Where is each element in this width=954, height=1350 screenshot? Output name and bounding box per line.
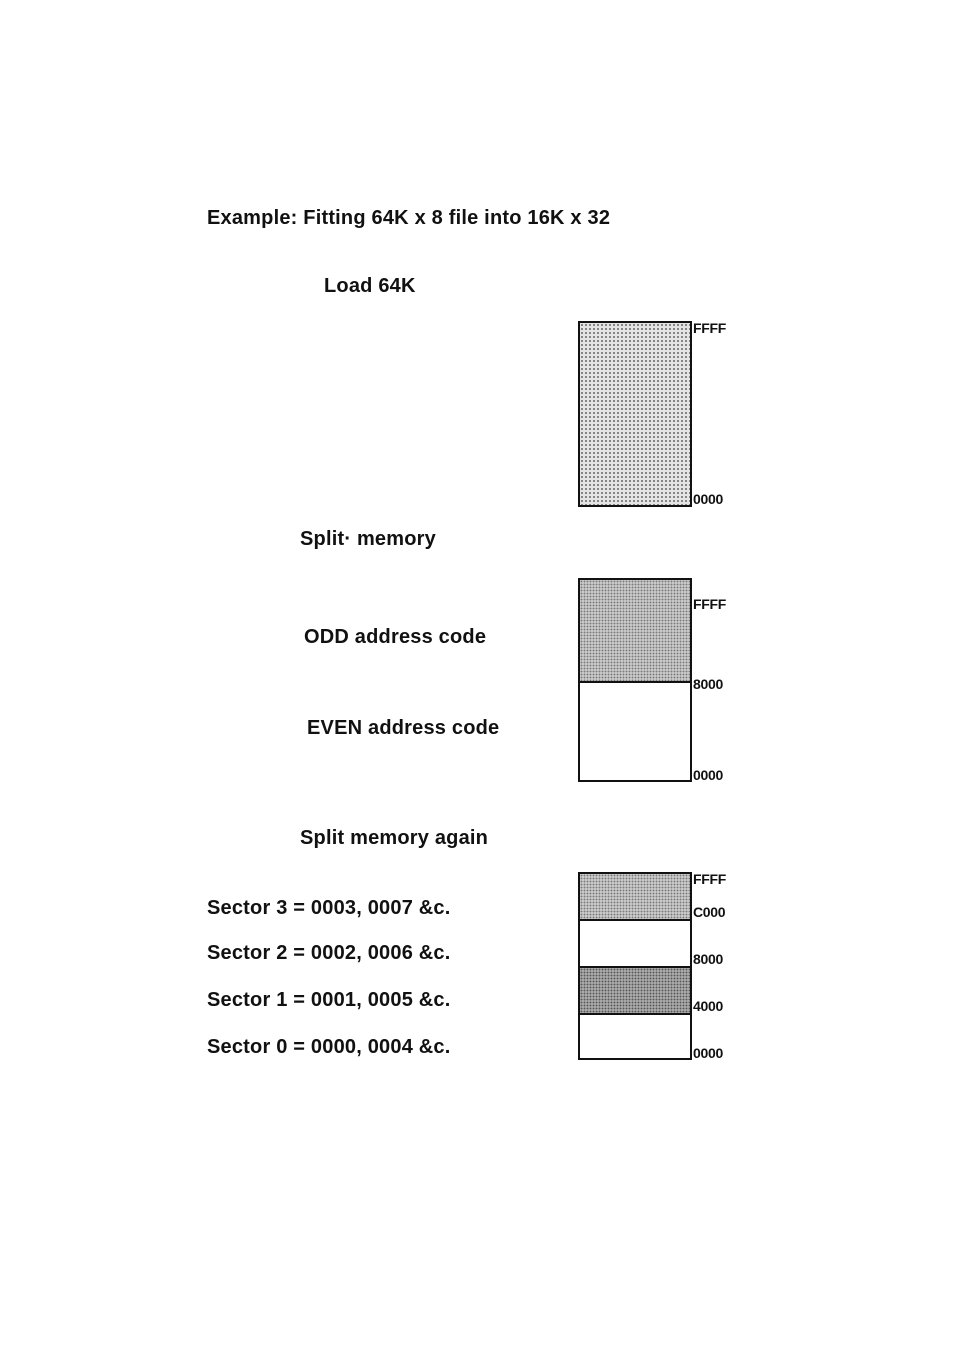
diagram-title: Example: Fitting 64K x 8 file into 16K x 32 [207, 207, 611, 229]
split-again-heading: Split memory again [300, 827, 489, 849]
address-label-0000: 0000 [693, 1045, 723, 1061]
even-address-segment [580, 683, 690, 780]
sector-1-label: Sector 1 = 0001, 0005 &c. [207, 989, 451, 1011]
load-heading: Load 64K [324, 275, 416, 297]
address-label-ffff: FFFF [693, 320, 727, 336]
address-label-ffff: FFFF [693, 596, 727, 612]
address-label-8000: 8000 [693, 951, 723, 967]
address-label-c000: C000 [693, 904, 726, 920]
sector-3-segment [580, 874, 690, 919]
sector-2-segment [580, 921, 690, 966]
address-label-0000: 0000 [693, 767, 723, 783]
sector-2-label: Sector 2 = 0002, 0006 &c. [207, 942, 451, 964]
address-label-4000: 4000 [693, 998, 723, 1014]
sector-1-segment [580, 968, 690, 1013]
split-heading: Split· memory [300, 528, 436, 550]
memory-block-sectors [578, 872, 692, 1060]
address-label-ffff: FFFF [693, 871, 727, 887]
memory-block-split [578, 578, 692, 782]
even-address-label: EVEN address code [307, 717, 500, 739]
address-label-0000: 0000 [693, 491, 723, 507]
sector-0-segment [580, 1015, 690, 1058]
odd-address-segment [580, 580, 690, 681]
sector-3-label: Sector 3 = 0003, 0007 &c. [207, 897, 451, 919]
address-label-8000: 8000 [693, 676, 723, 692]
memory-block-full [578, 321, 692, 507]
sector-0-label: Sector 0 = 0000, 0004 &c. [207, 1036, 451, 1058]
odd-address-label: ODD address code [304, 626, 487, 648]
